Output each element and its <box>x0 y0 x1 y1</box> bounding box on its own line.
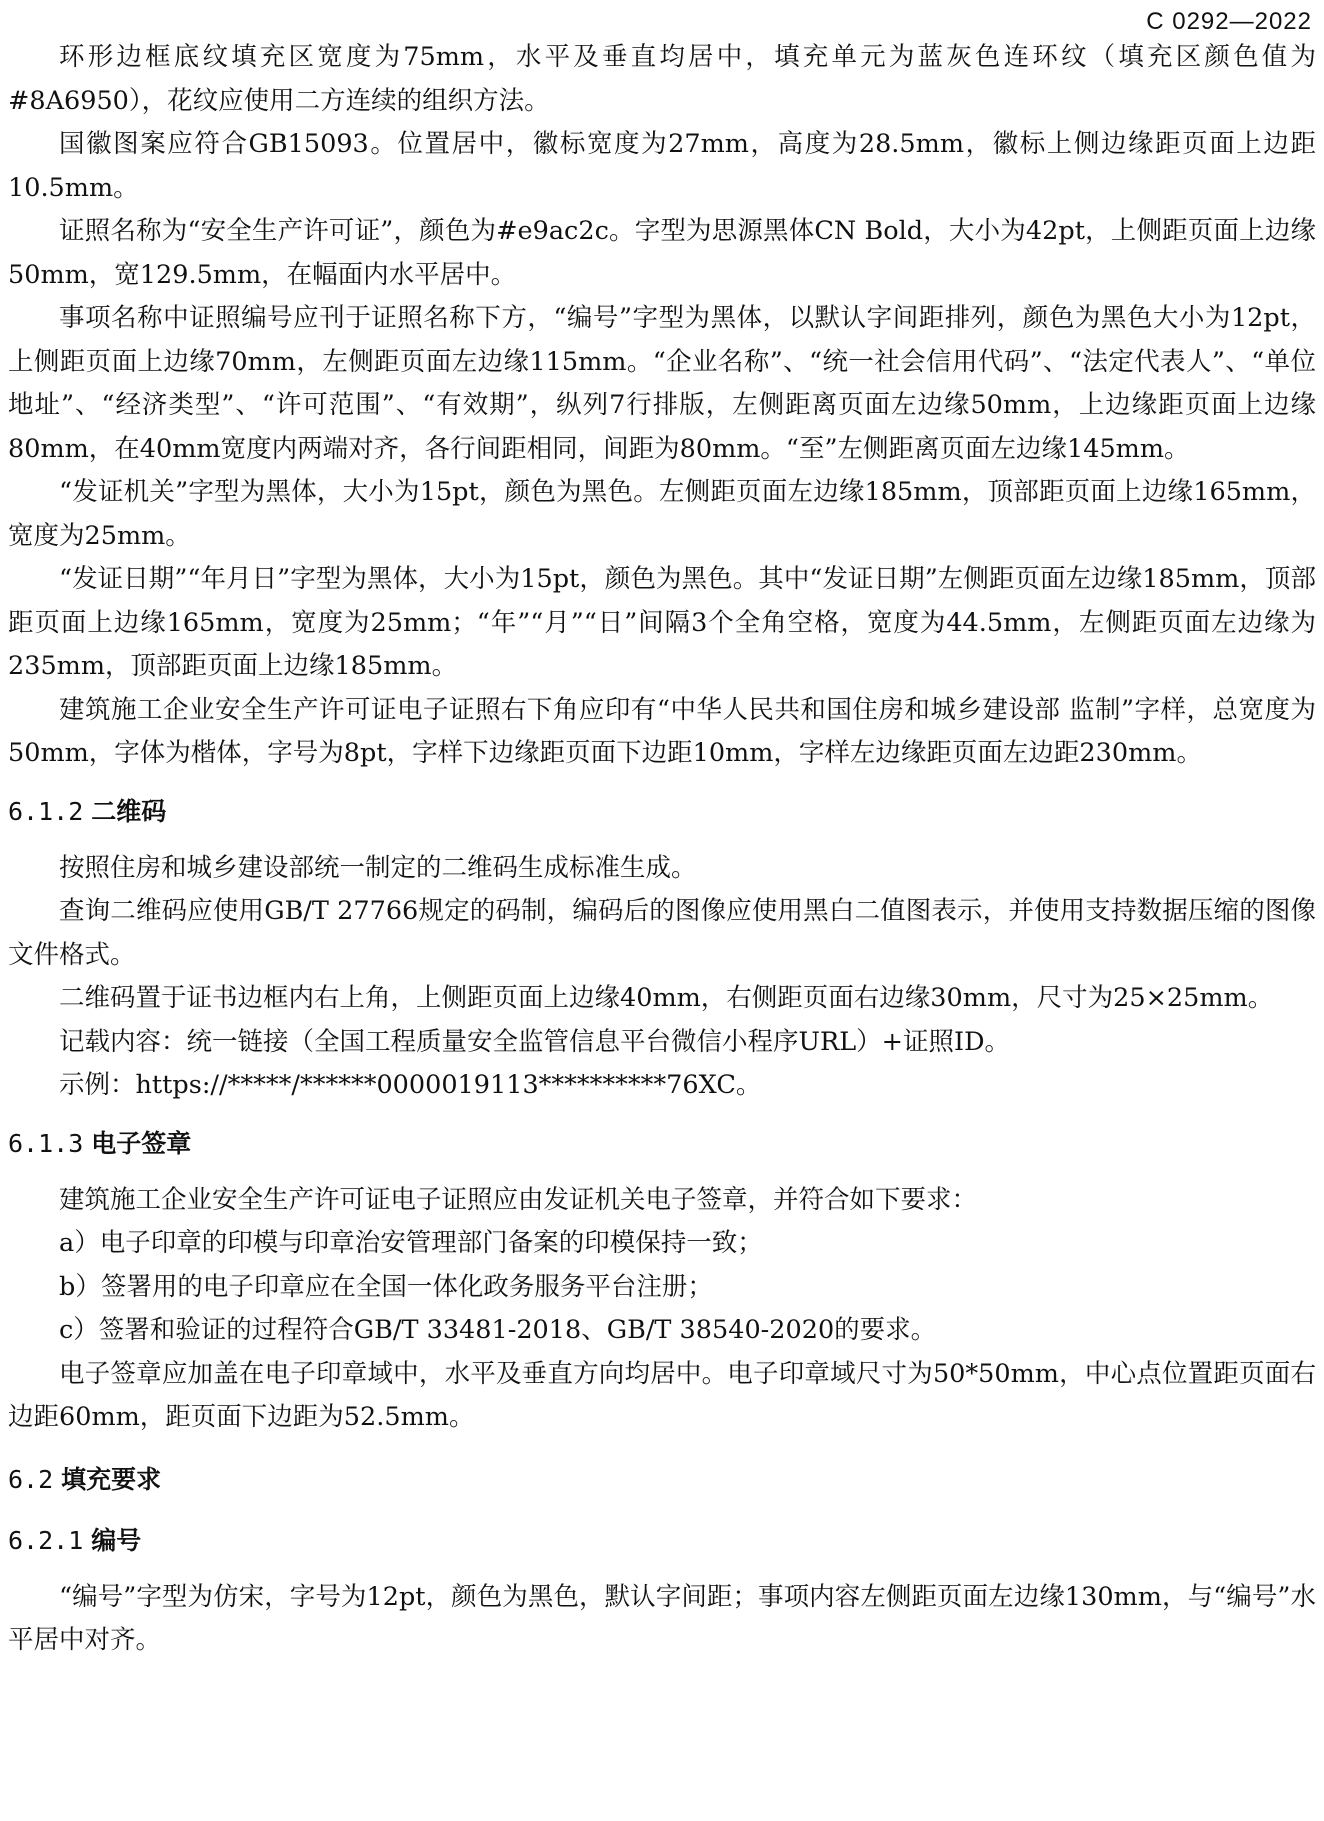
heading-number: 6.2 <box>8 1464 54 1494</box>
heading-number: 6.2.1 <box>8 1525 84 1555</box>
heading-number: 6.1.2 <box>8 796 84 826</box>
paragraph-seal-position: 电子签章应加盖在电子印章域中，水平及垂直方向均居中。电子印章域尺寸为50*50mm，中心点位置距页面右边距60mm，距页面下边距为52.5mm。 <box>8 1358 1316 1432</box>
paragraph-seal-intro: 建筑施工企业安全生产许可证电子证照应由发证机关电子签章，并符合如下要求： <box>59 1184 978 1215</box>
document-body <box>8 36 1316 1663</box>
paragraph-qr-content: 记载内容：统一链接（全国工程质量安全监管信息平台微信小程序URL）+证照ID。 <box>59 1026 1011 1057</box>
heading-title: 电子签章 <box>91 1128 192 1158</box>
heading-number: 6.1.3 <box>8 1128 84 1158</box>
paragraph-qr-format: 查询二维码应使用GB/T 27766规定的码制，编码后的图像应使用黑白二值图表示，并使用支持数据压缩的图像文件格式。 <box>8 896 1316 970</box>
list-item-b: b）签署用的电子印章应在全国一体化政务服务平台注册； <box>59 1271 713 1302</box>
paragraph-qr-standard: 按照住房和城乡建设部统一制定的二维码生成标准生成。 <box>59 852 697 883</box>
paragraph-national-emblem: 国徽图案应符合GB15093。位置居中，徽标宽度为27mm，高度为28.5mm，徽标上侧边缘距页面上边距10.5mm。 <box>8 129 1316 203</box>
paragraph-qr-position: 二维码置于证书边框内右上角，上侧距页面上边缘40mm，右侧距页面右边缘30mm，尺寸为25×25mm。 <box>59 983 1274 1013</box>
paragraph-license-title: 证照名称为“安全生产许可证”，颜色为#e9ac2c。字型为思源黑体CN Bold，大小为42pt，上侧距页面上边缘50mm，宽129.5mm，在幅面内水平居中。 <box>8 216 1316 290</box>
heading-fill-requirements <box>8 1458 1316 1501</box>
heading-numbering <box>8 1519 1316 1562</box>
heading-title: 二维码 <box>91 796 167 826</box>
paragraph-qr-example: 示例：https://*****/******0000019113**********76XC。 <box>59 1070 762 1100</box>
heading-qr-code <box>8 790 1316 833</box>
list-item-a: a）电子印章的印模与印章治安管理部门备案的印模保持一致； <box>59 1228 763 1258</box>
heading-electronic-seal <box>8 1122 1316 1165</box>
paragraph-supervision-mark: 建筑施工企业安全生产许可证电子证照右下角应印有“中华人民共和国住房和城乡建设部 监制”字样，总宽度为50mm，字体为楷体，字号为8pt，字样下边缘距页面下边距10mm，字样左边缘距页面左边距230mm。 <box>8 694 1316 768</box>
standard-code: C 0292—2022 <box>1146 8 1312 35</box>
list-item-c: c）签署和验证的过程符合GB/T 33481-2018、GB/T 38540-2020的要求。 <box>59 1315 937 1345</box>
paragraph-license-number: 事项名称中证照编号应刊于证照名称下方，“编号”字型为黑体，以默认字间距排列，颜色为黑色大小为12pt，上侧距页面上边缘70mm，左侧距页面左边缘115mm。“企业名称”、“统一社会信用代码”、“法定代表人”、“单位地址”、“经济类型”、“许可范围”、“有效期”，纵列7行排版，左侧距离页面左边缘50mm，上边缘距页面上边缘80mm，在40mm宽度内两端对齐，各行间距相同，间距为80mm。“至”左侧距离页面左边缘145mm。 <box>8 303 1316 464</box>
heading-title: 编号 <box>91 1525 142 1555</box>
heading-title: 填充要求 <box>61 1464 162 1494</box>
paragraph-issue-date: “发证日期”“年月日”字型为黑体，大小为15pt，颜色为黑色。其中“发证日期”左侧距页面左边缘185mm，顶部距页面上边缘165mm，宽度为25mm；“年”“月”“日”间隔3个全角空格，宽度为44.5mm，左侧距页面左边缘为235mm，顶部距页面上边缘185mm。 <box>8 564 1316 681</box>
paragraph-issuing-authority: “发证机关”字型为黑体，大小为15pt，颜色为黑色。左侧距页面左边缘185mm，顶部距页面上边缘165mm，宽度为25mm。 <box>8 477 1316 551</box>
paragraph-numbering-format: “编号”字型为仿宋，字号为12pt，颜色为黑色，默认字间距；事项内容左侧距页面左边缘130mm，与“编号”水平居中对齐。 <box>8 1581 1316 1655</box>
paragraph-border-fill: 环形边框底纹填充区宽度为75mm，水平及垂直均居中，填充单元为蓝灰色连环纹（填充区颜色值为#8A6950），花纹应使用二方连续的组织方法。 <box>8 42 1316 116</box>
